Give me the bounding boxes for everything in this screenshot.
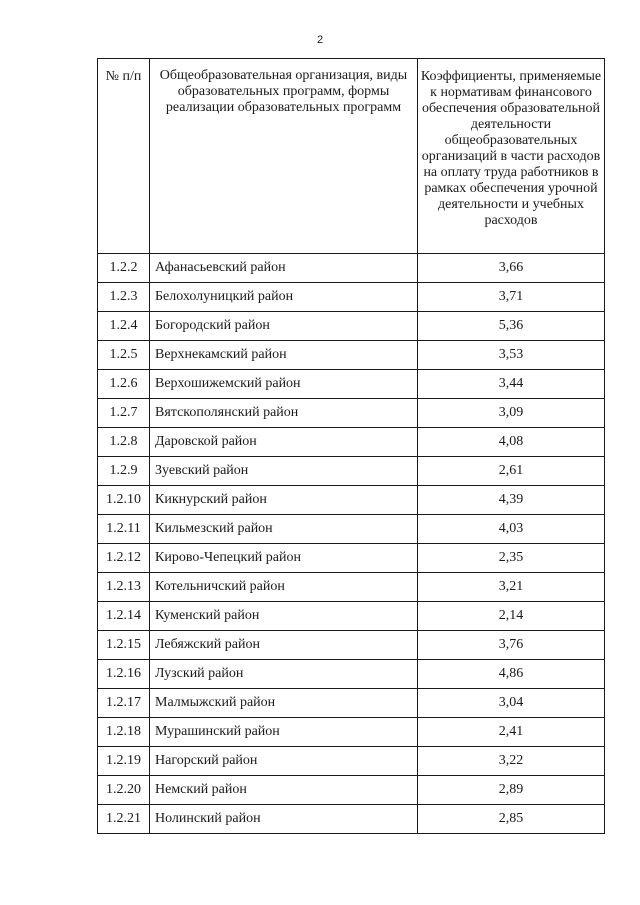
column-header-number: № п/п <box>98 59 150 254</box>
page-number: 2 <box>316 34 324 46</box>
row-number: 1.2.4 <box>98 312 150 341</box>
column-header-coefficient: Коэффициенты, применяемые к нормативам финансового обеспечения образовательной деятельности общеобразовательных организаций в части расходов на оплату труда работников в рамках обеспечения урочной деятельности и учебных расходов <box>418 59 605 254</box>
table-row <box>98 486 605 515</box>
coefficient-value: 3,66 <box>418 254 605 283</box>
district-name: Верхнекамский район <box>150 341 418 370</box>
coefficient-value: 3,53 <box>418 341 605 370</box>
district-name: Кильмезский район <box>150 515 418 544</box>
table-body <box>98 254 605 834</box>
row-number: 1.2.6 <box>98 370 150 399</box>
coefficient-value: 4,39 <box>418 486 605 515</box>
coefficient-value: 2,14 <box>418 602 605 631</box>
table-row <box>98 283 605 312</box>
table-row <box>98 573 605 602</box>
table-row <box>98 254 605 283</box>
table-row <box>98 544 605 573</box>
district-name: Богородский район <box>150 312 418 341</box>
district-name: Нолинский район <box>150 805 418 834</box>
district-name: Зуевский район <box>150 457 418 486</box>
district-name: Даровской район <box>150 428 418 457</box>
table-row <box>98 312 605 341</box>
row-number: 1.2.18 <box>98 718 150 747</box>
coefficient-value: 3,22 <box>418 747 605 776</box>
coefficient-value: 3,09 <box>418 399 605 428</box>
district-name: Верхошижемский район <box>150 370 418 399</box>
table-row <box>98 805 605 834</box>
coefficient-value: 4,03 <box>418 515 605 544</box>
district-name: Нагорский район <box>150 747 418 776</box>
row-number: 1.2.3 <box>98 283 150 312</box>
row-number: 1.2.19 <box>98 747 150 776</box>
coefficient-value: 4,86 <box>418 660 605 689</box>
table-row <box>98 718 605 747</box>
row-number: 1.2.14 <box>98 602 150 631</box>
column-header-organization: Общеобразовательная организация, виды образовательных программ, формы реализации образовательных программ <box>150 59 418 254</box>
district-name: Кирово-Чепецкий район <box>150 544 418 573</box>
coefficient-value: 3,71 <box>418 283 605 312</box>
row-number: 1.2.17 <box>98 689 150 718</box>
table-row <box>98 631 605 660</box>
table-row <box>98 370 605 399</box>
district-name: Немский район <box>150 776 418 805</box>
row-number: 1.2.21 <box>98 805 150 834</box>
district-name: Кикнурский район <box>150 486 418 515</box>
row-number: 1.2.16 <box>98 660 150 689</box>
row-number: 1.2.5 <box>98 341 150 370</box>
header-row <box>98 59 605 254</box>
table-row <box>98 428 605 457</box>
district-name: Лузский район <box>150 660 418 689</box>
table-row <box>98 457 605 486</box>
coefficient-value: 3,04 <box>418 689 605 718</box>
row-number: 1.2.2 <box>98 254 150 283</box>
district-name: Белохолуницкий район <box>150 283 418 312</box>
coefficient-value: 2,85 <box>418 805 605 834</box>
coefficients-table <box>97 58 605 834</box>
row-number: 1.2.10 <box>98 486 150 515</box>
table-row <box>98 776 605 805</box>
table-row <box>98 689 605 718</box>
coefficient-value: 2,41 <box>418 718 605 747</box>
row-number: 1.2.9 <box>98 457 150 486</box>
row-number: 1.2.12 <box>98 544 150 573</box>
row-number: 1.2.8 <box>98 428 150 457</box>
coefficient-value: 4,08 <box>418 428 605 457</box>
coefficient-value: 3,44 <box>418 370 605 399</box>
district-name: Вятскополянский район <box>150 399 418 428</box>
row-number: 1.2.7 <box>98 399 150 428</box>
table-row <box>98 341 605 370</box>
table-row <box>98 399 605 428</box>
coefficient-value: 5,36 <box>418 312 605 341</box>
table-header <box>98 59 605 254</box>
district-name: Малмыжский район <box>150 689 418 718</box>
district-name: Котельничский район <box>150 573 418 602</box>
row-number: 1.2.15 <box>98 631 150 660</box>
table-row <box>98 660 605 689</box>
row-number: 1.2.11 <box>98 515 150 544</box>
coefficient-value: 3,76 <box>418 631 605 660</box>
table-row <box>98 602 605 631</box>
row-number: 1.2.20 <box>98 776 150 805</box>
district-name: Мурашинский район <box>150 718 418 747</box>
district-name: Куменский район <box>150 602 418 631</box>
district-name: Афанасьевский район <box>150 254 418 283</box>
coefficient-value: 2,89 <box>418 776 605 805</box>
table-row <box>98 515 605 544</box>
coefficient-value: 2,35 <box>418 544 605 573</box>
table-row <box>98 747 605 776</box>
district-name: Лебяжский район <box>150 631 418 660</box>
coefficient-value: 3,21 <box>418 573 605 602</box>
row-number: 1.2.13 <box>98 573 150 602</box>
coefficient-value: 2,61 <box>418 457 605 486</box>
